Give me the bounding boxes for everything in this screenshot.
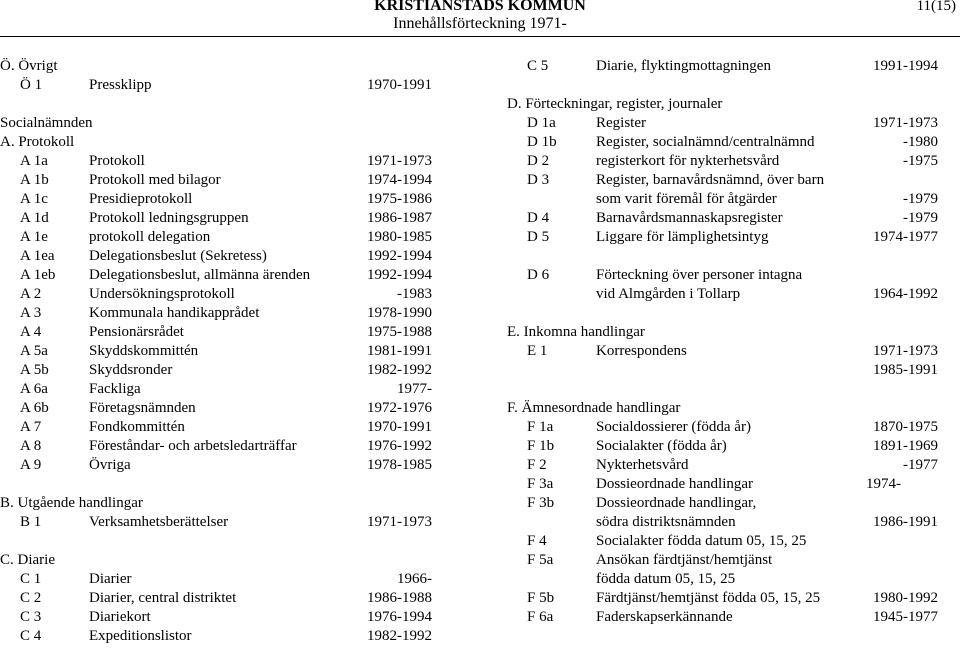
item-description: registerkort för nykterhetsvård — [596, 153, 780, 169]
item-years: 1992-1994 — [367, 267, 432, 283]
item-years: 1971-1973 — [873, 343, 938, 359]
item-code: C 4 — [20, 628, 42, 644]
item-description: Protokoll ledningsgruppen — [89, 210, 249, 226]
item-code: F 4 — [527, 533, 547, 549]
item-description: Fondkommittén — [89, 419, 185, 435]
document-title: KRISTIANSTADS KOMMUN — [374, 0, 586, 14]
item-description: Kommunala handikapprådet — [89, 305, 260, 321]
item-description: södra distriktsnämnden — [596, 514, 736, 530]
item-years: -1977 — [903, 457, 938, 473]
item-years: -1975 — [903, 153, 938, 169]
item-code: A 1a — [20, 153, 48, 169]
item-code: A 7 — [20, 419, 42, 435]
item-years: 1970-1991 — [367, 77, 432, 93]
item-description: Korrespondens — [596, 343, 687, 359]
item-code: F 2 — [527, 457, 547, 473]
item-description: Socialakter (födda år) — [596, 438, 727, 454]
section-heading: E. Inkomna handlingar — [507, 324, 645, 340]
document-subtitle: Innehållsförteckning 1971- — [393, 15, 567, 32]
item-years: 1981-1991 — [367, 343, 432, 359]
item-years: 1966- — [397, 571, 432, 587]
item-description: Register, socialnämnd/centralnämnd — [596, 134, 815, 150]
item-description: Delegationsbeslut, allmänna ärenden — [89, 267, 311, 283]
item-code: A 8 — [20, 438, 42, 454]
item-code: A 6a — [20, 381, 48, 397]
item-description: Pressklipp — [89, 77, 152, 93]
item-code: D 6 — [527, 267, 550, 283]
item-years: 1971-1973 — [873, 115, 938, 131]
item-description: Färdtjänst/hemtjänst födda 05, 15, 25 — [596, 590, 821, 606]
item-description: Förteckning över personer intagna — [596, 267, 803, 283]
item-code: D 1b — [527, 134, 557, 150]
item-description: Verksamhetsberättelser — [89, 514, 229, 530]
item-years: -1979 — [903, 210, 938, 226]
item-code: F 3b — [527, 495, 555, 511]
item-code: F 6a — [527, 609, 554, 625]
item-description: Diarie, flyktingmottagningen — [596, 58, 771, 74]
item-code: F 5a — [527, 552, 554, 568]
item-years: 1970-1991 — [367, 419, 432, 435]
item-code: A 2 — [20, 286, 42, 302]
item-years: 1975-1986 — [367, 191, 432, 207]
item-code: A 1ea — [20, 248, 55, 264]
section-heading: Socialnämnden — [0, 115, 93, 131]
item-years: 1975-1988 — [367, 324, 432, 340]
item-years: -1983 — [397, 286, 432, 302]
item-code: E 1 — [527, 343, 548, 359]
item-code: A 1e — [20, 229, 48, 245]
item-description: Diariekort — [89, 609, 151, 625]
item-description: Skyddsronder — [89, 362, 173, 378]
item-description: Register, barnavårdsnämnd, över barn — [596, 172, 825, 188]
page-number: 11(15) — [916, 0, 956, 14]
item-code: Ö 1 — [20, 77, 43, 93]
item-code: A 1c — [20, 191, 48, 207]
item-code: A 5a — [20, 343, 48, 359]
item-code: F 5b — [527, 590, 555, 606]
item-code: D 1a — [527, 115, 556, 131]
item-description: Protokoll med bilagor — [89, 172, 221, 188]
item-years: 1971-1973 — [367, 153, 432, 169]
item-description: Register — [596, 115, 646, 131]
item-years: 1985-1991 — [873, 362, 938, 378]
section-heading: A. Protokoll — [0, 134, 75, 150]
item-description: Ansökan färdtjänst/hemtjänst — [596, 552, 773, 568]
item-description: Barnavårdsmannaskapsregister — [596, 210, 783, 226]
item-years: 1974- — [866, 476, 901, 492]
item-years: 1986-1991 — [873, 514, 938, 530]
item-code: A 1b — [20, 172, 49, 188]
item-years: 1986-1988 — [367, 590, 432, 606]
section-heading: Ö. Övrigt — [0, 58, 58, 74]
item-years: 1870-1975 — [873, 419, 938, 435]
section-heading: C. Diarie — [0, 552, 55, 568]
item-years: 1978-1990 — [367, 305, 432, 321]
item-code: A 9 — [20, 457, 42, 473]
item-years: 1986-1987 — [367, 210, 432, 226]
item-years: 1980-1992 — [873, 590, 938, 606]
item-code: C 2 — [20, 590, 42, 606]
item-description: Diarier — [89, 571, 132, 587]
item-years: 1982-1992 — [367, 628, 432, 644]
item-description: Diarier, central distriktet — [89, 590, 237, 606]
item-years: 1980-1985 — [367, 229, 432, 245]
item-code: C 1 — [20, 571, 42, 587]
item-description: Föreståndar- och arbetsledarträffar — [89, 438, 297, 454]
section-heading: F. Ämnesordnade handlingar — [507, 400, 681, 416]
item-years: 1976-1992 — [367, 438, 432, 454]
item-code: D 2 — [527, 153, 550, 169]
item-description: Dossieordnade handlingar, — [596, 495, 757, 511]
item-code: D 4 — [527, 210, 550, 226]
item-years: 1982-1992 — [367, 362, 432, 378]
item-years: 1891-1969 — [873, 438, 938, 454]
item-description: Socialakter födda datum 05, 15, 25 — [596, 533, 807, 549]
item-description: Liggare för lämplighetsintyg — [596, 229, 769, 245]
item-code: A 5b — [20, 362, 49, 378]
item-years: 1971-1973 — [367, 514, 432, 530]
item-code: A 1d — [20, 210, 49, 226]
section-heading: D. Förteckningar, register, journaler — [507, 96, 723, 112]
item-description: vid Almgården i Tollarp — [596, 286, 741, 302]
item-description: Presidieprotokoll — [89, 191, 193, 207]
item-code: A 1eb — [20, 267, 56, 283]
item-code: F 1a — [527, 419, 554, 435]
item-code: D 5 — [527, 229, 550, 245]
item-years: -1980 — [903, 134, 938, 150]
item-years: 1991-1994 — [873, 58, 938, 74]
item-description: Företagsnämnden — [89, 400, 196, 416]
section-heading: B. Utgående handlingar — [0, 495, 143, 511]
item-code: C 5 — [527, 58, 549, 74]
item-code: C 3 — [20, 609, 42, 625]
item-description: Protokoll — [89, 153, 145, 169]
item-code: F 3a — [527, 476, 554, 492]
item-years: 1992-1994 — [367, 248, 432, 264]
header-divider — [0, 36, 960, 37]
item-description: Dossieordnade handlingar — [596, 476, 754, 492]
item-description: Undersökningsprotokoll — [89, 286, 235, 302]
item-description: protokoll delegation — [89, 229, 211, 245]
item-description: Övriga — [89, 457, 131, 473]
item-description: som varit föremål för åtgärder — [596, 191, 777, 207]
item-years: 1945-1977 — [873, 609, 938, 625]
item-years: 1964-1992 — [873, 286, 938, 302]
item-description: Faderskapserkännande — [596, 609, 733, 625]
item-years: -1979 — [903, 191, 938, 207]
item-years: 1974-1994 — [367, 172, 432, 188]
item-years: 1977- — [397, 381, 432, 397]
item-code: A 6b — [20, 400, 49, 416]
item-description: Pensionärsrådet — [89, 324, 184, 340]
item-description: Nykterhetsvård — [596, 457, 689, 473]
item-description: Skyddskommittén — [89, 343, 199, 359]
item-description: Expeditionslistor — [89, 628, 192, 644]
item-years: 1972-1976 — [367, 400, 432, 416]
item-description: Delegationsbeslut (Sekretess) — [89, 248, 267, 264]
item-description: födda datum 05, 15, 25 — [596, 571, 736, 587]
item-years: 1976-1994 — [367, 609, 432, 625]
item-years: 1974-1977 — [873, 229, 938, 245]
item-code: B 1 — [20, 514, 42, 530]
item-code: A 4 — [20, 324, 42, 340]
item-description: Socialdossierer (födda år) — [596, 419, 751, 435]
item-description: Fackliga — [89, 381, 141, 397]
item-years: 1978-1985 — [367, 457, 432, 473]
item-code: F 1b — [527, 438, 555, 454]
item-code: A 3 — [20, 305, 42, 321]
item-code: D 3 — [527, 172, 550, 188]
